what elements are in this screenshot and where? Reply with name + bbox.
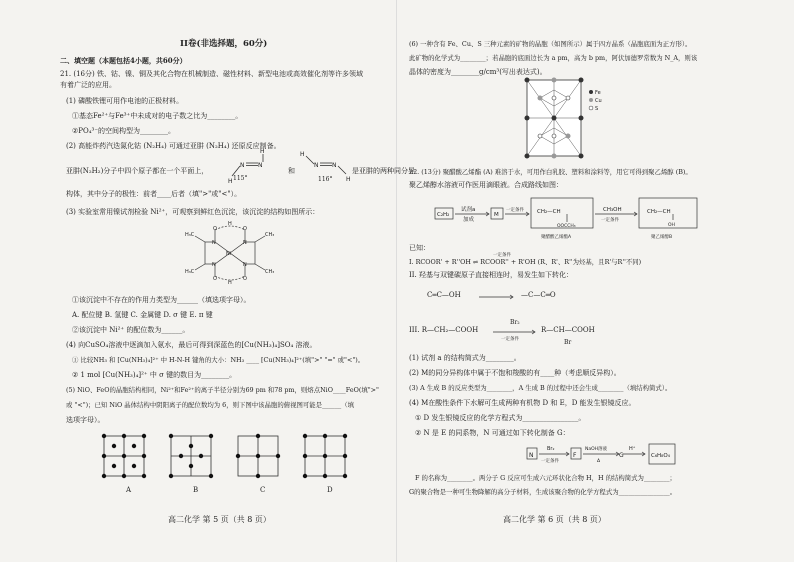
option-label-b: B <box>193 486 199 494</box>
known-1-cond: 一定条件 <box>493 253 511 258</box>
scheme-cond3b: 一定条件 <box>601 218 619 223</box>
svg-text:H: H <box>260 148 265 155</box>
chain-f: F <box>573 452 577 459</box>
q21-part6b: 此矿物的化学式为________；若晶胞的底面边长为 a pm，高为 b pm，阿伏加德罗常数为 N_A，则该 <box>409 54 698 62</box>
svg-text:N: N <box>243 262 247 268</box>
q21-part4: (4) 向CuSO₄溶液中逐滴加入氨水，最后可得到深蓝色的[Cu(NH₃)₄]SO₄ 溶液。 <box>66 341 317 349</box>
section-heading: 二、填空题（本题包括4小题，共60分） <box>60 56 187 65</box>
q21-part1: (1) 磷酸铁锂可用作电池的正极材料。 <box>66 97 184 105</box>
svg-text:H: H <box>300 151 305 158</box>
svg-text:N: N <box>243 240 247 246</box>
scheme-label-b: 聚乙烯醇B <box>651 235 673 240</box>
svg-text:N: N <box>240 162 245 169</box>
scheme-cond1a: 试剂a <box>461 207 476 213</box>
q21-part5b: 或 "<")；已知 NiO 晶体结构中阴阳离子的配位数均为 6，则下图中该晶胞的俯视图可能是______（填 <box>66 401 355 409</box>
known-3-br: Br <box>564 339 572 346</box>
scheme-sub-b: OH <box>668 223 675 228</box>
scheme-cond2: 一定条件 <box>506 208 524 213</box>
q21-part4b: ② 1 mol [Cu(NH₃)₄]²⁺ 中 σ 键的数目为________。 <box>72 371 237 379</box>
scheme-cond3a: CH₃OH <box>603 207 622 213</box>
known-1: I. RCOOR' + R''OH ⇌ RCOOR'' + R'OH (R、R'、R''为烃基，且R'与R''不同) <box>409 258 642 266</box>
q22-part2: (2) M的同分异构体中属于不饱和羧酸的有____种（考虑顺反异构）。 <box>409 369 621 377</box>
q21-part1a: ①基态Fe²⁺与Fe³⁺中未成对的电子数之比为________。 <box>72 112 243 120</box>
scheme-cond1b: 加成 <box>463 217 475 223</box>
q22-part4: (4) M在酸性条件下水解可生成两种有机物 D 和 E，D 能发生银镜反应。 <box>409 399 636 407</box>
svg-text:CH₃: CH₃ <box>265 232 275 238</box>
chain-naoh: NaOH溶液 <box>585 447 608 452</box>
svg-text:CH₃: CH₃ <box>265 269 275 275</box>
chain-h: H⁺ <box>629 446 636 452</box>
svg-text:H: H <box>228 221 232 227</box>
q22-part1: (1) 试剂 a 的结构简式为________。 <box>409 354 521 362</box>
unit-cell-diagram <box>525 78 625 158</box>
q22-part3: (3) A 生成 B 的反应类型为________，A 生成 B 的过程中还会生成________（填结构简式）。 <box>409 384 672 392</box>
q21-part3: (3) 实验室常用镍试剂检验 Ni²⁺，可观察到鲜红色沉淀，该沉淀的结构如图所示： <box>66 208 320 216</box>
q22-line2: 聚乙烯醇水溶液可作医用滴眼液。合成路线如图： <box>409 181 563 189</box>
svg-text:N: N <box>332 162 337 169</box>
svg-text:H₃C: H₃C <box>185 269 195 275</box>
q21-part2c: 是亚肼的两种同分异 <box>352 167 415 175</box>
angle-label-1: 115° <box>233 175 248 182</box>
known-3-left: III. R—CH₂—COOH <box>409 326 479 334</box>
svg-text:O: O <box>213 276 217 282</box>
q21-part1b: ②PO₄³⁻的空间构型为________。 <box>72 127 176 135</box>
q22-line1: 22. (13分) 聚醋酸乙烯酯 (A) 难溶于水，可用作白乳胶、塑料和涂料等，用它可得到聚乙烯醇 (B)。 <box>409 168 692 176</box>
known-2: II. 羟基与双键碳原子直接相连时，易发生如下转化： <box>409 271 573 279</box>
chain-final: C₆H₈O₄ <box>651 453 670 459</box>
legend-s: S <box>595 106 599 112</box>
q21-part6c: 晶体的密度为________g/cm³(写出表达式)。 <box>409 68 547 76</box>
q21-part2a: 亚肼(N₂H₂)分子中四个原子都在一个平面上， <box>66 167 209 175</box>
scheme-sub-a: OOCCH₃ <box>557 224 576 229</box>
scheme-c2h2: C₂H₂ <box>437 212 450 218</box>
q22-end2: G的聚合物是一种可生物降解的高分子材料，生成该聚合物的化学方程式为________________。 <box>409 488 677 496</box>
angle-label-2: 116° <box>318 176 333 183</box>
svg-text:H: H <box>228 280 232 286</box>
known-heading: 已知： <box>409 244 430 252</box>
svg-text:O: O <box>243 226 247 232</box>
scheme-unit-a: CH₂—CH <box>537 209 561 215</box>
scheme-label-a: 聚醋酸乙烯酯A <box>541 235 572 240</box>
q22-end1: F 的名称为________。两分子 G 反应可生成六元环状化合物 H，H 的结构简式为________； <box>415 474 676 482</box>
svg-text:N: N <box>212 262 216 268</box>
q21-line2: 有着广泛的应用。 <box>60 81 116 89</box>
q21-part3-options: A. 配位键 B. 氢键 C. 金属键 D. σ 键 E. π 键 <box>72 311 213 319</box>
q21-part4a: ① 比较NH₃ 和 [Cu(NH₃)₄]²⁺ 中 H-N-H 键角的大小：NH₃ ____ [Cu(NH₃)₄]²⁺(填">" "=" 或"<")。 <box>72 356 365 364</box>
svg-text:N: N <box>212 240 216 246</box>
option-label-a: A <box>126 486 132 494</box>
option-label-d: D <box>327 486 333 494</box>
scheme-m: M <box>494 212 499 218</box>
q21-part3b: ②该沉淀中 Ni²⁺ 的配位数为______。 <box>72 326 190 334</box>
chain-br2: Br₂ <box>547 446 555 452</box>
enol-arrow <box>479 294 515 300</box>
q21-line1: 21. (16分) 铁、钴、镍、铜及其化合物在机械制造、磁性材料、新型电池或高效催化剂等许多领域 <box>60 70 363 78</box>
legend-cu: Cu <box>595 98 602 104</box>
section-title: II卷(非选择题，60分) <box>180 39 268 49</box>
q21-part5c: 选项字母）。 <box>66 416 105 424</box>
enol-left: C═C—OH <box>427 291 461 299</box>
page-footer: 高二化学 第 5 页（共 8 页） <box>168 515 271 524</box>
legend-fe: Fe <box>595 90 601 96</box>
chain-delta: Δ <box>597 459 601 464</box>
chain-cond: 一定条件 <box>541 459 559 464</box>
q21-part2: (2) 高能炸药汽迭氮化钴 (N₂H₄) 可通过亚肼 (N₂H₄) 还原反应制备。 <box>66 142 281 150</box>
svg-text:N: N <box>258 162 263 169</box>
enol-right: —C—C═O <box>521 291 556 299</box>
q22-part4a: ① D 发生银镜反应的化学方程式为________________。 <box>415 414 586 422</box>
q21-part3a: ①该沉淀中不存在的作用力类型为______（填选项字母）。 <box>72 296 251 304</box>
chain-n: N <box>529 452 534 459</box>
svg-text:O: O <box>243 276 247 282</box>
option-label-c: C <box>260 486 266 494</box>
known-3-reagent: Br₂ <box>510 319 520 326</box>
conversion-chain <box>423 440 723 470</box>
svg-text:N: N <box>314 162 319 169</box>
page-6 <box>397 0 794 562</box>
known-3-cond: 一定条件 <box>501 337 519 342</box>
q22-part4b: ② N 是 E 的同系物，N 可通过如下转化制备 G： <box>415 429 570 437</box>
chain-g: G <box>619 452 624 459</box>
known-3-right: R—CH—COOH <box>541 326 595 334</box>
svg-text:H: H <box>228 178 233 185</box>
svg-text:O: O <box>213 226 217 232</box>
lattice-options <box>96 432 356 482</box>
synthesis-scheme <box>417 196 767 242</box>
svg-text:H₃C: H₃C <box>185 232 195 238</box>
q21-part6a: (6) 一种含有 Fe、Cu、S 三种元素的矿物的晶胞（如图所示）属于四方晶系（晶胞底面为正方形）。 <box>409 40 692 48</box>
scheme-unit-b: CH₂—CH <box>647 209 671 215</box>
page-footer: 高二化学 第 6 页（共 8 页） <box>503 515 606 524</box>
q21-part2d: 构体，其中分子的极性：前者____后者（填">"或"<"）。 <box>66 190 242 198</box>
and-word: 和 <box>288 167 295 175</box>
svg-text:Ni: Ni <box>226 251 232 257</box>
q21-part5a: (5) NiO、FeO的晶胞结构相同，Ni²⁺和Fe²⁺的离子半径分别为69 pm 和78 pm，则熔点NiO____FeO(填">" <box>66 386 379 394</box>
svg-text:H: H <box>346 176 351 183</box>
nickel-complex-structure <box>185 222 275 284</box>
